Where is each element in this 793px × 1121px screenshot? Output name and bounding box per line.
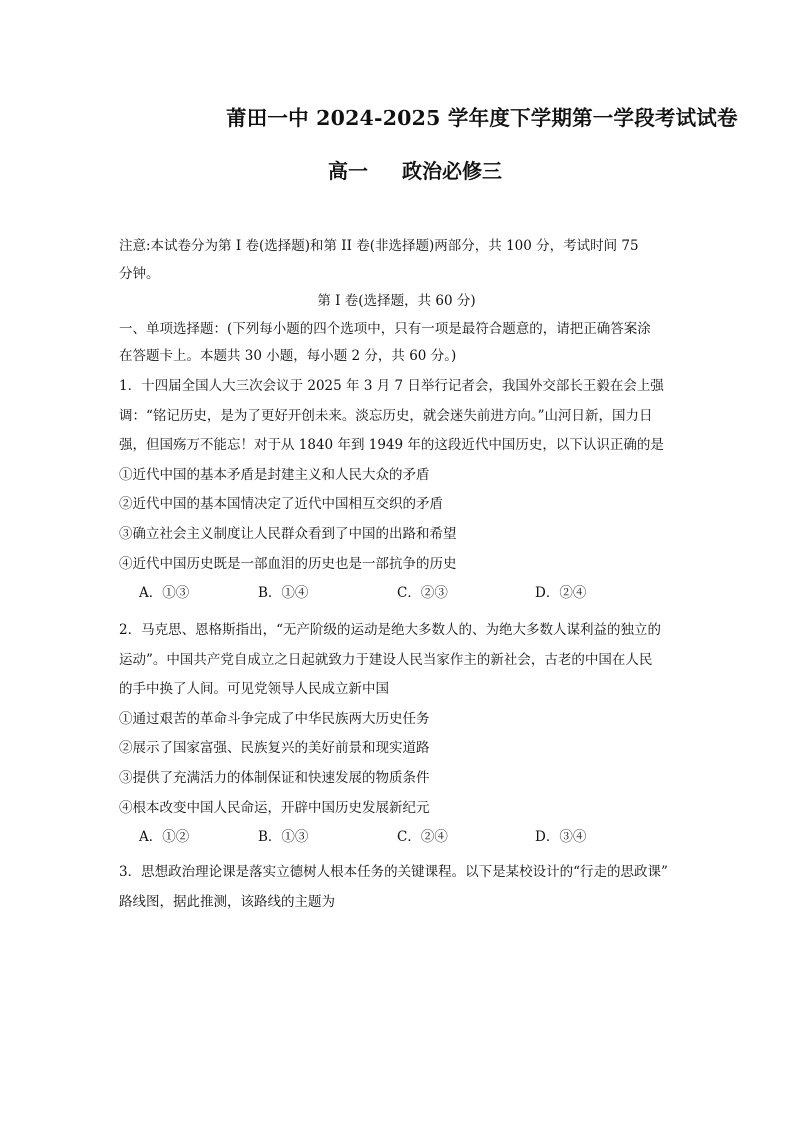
option-d: D．②④ (535, 585, 587, 602)
statement-item: ①近代中国的基本矛盾是封建主义和人民大众的矛盾 (119, 466, 430, 483)
answer-options (119, 579, 689, 609)
exam-note-line-1: 注意:本试卷分为第 I 卷(选择题)和第 II 卷(非选择题)两部分，共 100 分，考试时间 75 (119, 238, 639, 254)
option-d: D．③④ (535, 829, 587, 846)
answer-options (119, 823, 689, 853)
option-a: A．①② (139, 829, 190, 846)
exam-title: 莆田一中 2024-2025 学年度下学期第一学段考试试卷 (226, 106, 738, 130)
question-stem-line: 路线图，据此推测，该路线的主题为 (119, 893, 335, 910)
statement-item: ②近代中国的基本国情决定了近代中国相互交织的矛盾 (119, 496, 443, 513)
section-instructions-line-1: 一、单项选择题：(下列每小题的四个选项中，只有一项是最符合题意的，请把正确答案涂 (119, 321, 651, 337)
question-2 (119, 616, 689, 853)
option-c: C．②③ (397, 585, 448, 602)
section-heading: 第 I 卷(选择题，共 60 分) (317, 293, 476, 309)
option-b: B．①④ (258, 585, 309, 602)
statement-item: ③确立社会主义制度让人民群众看到了中国的出路和希望 (119, 525, 457, 542)
statement-item: ①通过艰苦的革命斗争完成了中华民族两大历史任务 (119, 710, 430, 727)
subject-label: 政治必修三 (402, 159, 502, 183)
option-c: C．②④ (397, 829, 448, 846)
statement-item: ④近代中国历史既是一部血泪的历史也是一部抗争的历史 (119, 555, 457, 572)
statement-item: ②展示了国家富强、民族复兴的美好前景和现实道路 (119, 740, 430, 757)
question-stem-line: 运动”。中国共产党自成立之日起就致力于建设人民当家作主的新社会，古老的中国在人民 (119, 651, 653, 668)
question-1 (119, 372, 689, 609)
question-3 (119, 858, 689, 917)
question-stem-line: 3．思想政治理论课是落实立德树人根本任务的关键课程。以下是某校设计的“行走的思政课” (119, 864, 668, 880)
section-instructions-line-2: 在答题卡上。本题共 30 小题，每小题 2 分，共 60 分。) (119, 348, 457, 364)
question-stem-line: 1．十四届全国人大三次会议于 2025 年 3 月 7 日举行记者会，我国外交部长王毅在会上强 (119, 378, 664, 394)
exam-note-line-2: 分钟。 (119, 266, 160, 282)
question-stem-line: 的手中换了人间。可见党领导人民成立新中国 (119, 681, 389, 698)
statement-item: ③提供了充满活力的体制保证和快速发展的物质条件 (119, 769, 430, 786)
option-b: B．①③ (258, 829, 309, 846)
exam-subtitle (328, 155, 502, 184)
statement-item: ④根本改变中国人民命运，开辟中国历史发展新纪元 (119, 799, 430, 816)
question-stem-line: 2．马克思、恩格斯指出，“无产阶级的运动是绝大多数人的、为绝大多数人谋利益的独立的 (119, 622, 661, 638)
question-stem-line: 调：“铭记历史，是为了更好开创未来。淡忘历史，就会迷失前进方向。”山河日新，国力日 (119, 407, 653, 424)
question-stem-line: 强，但国殇万不能忘！对于从 1840 年到 1949 年的这段近代中国历史，以下认识正确的是 (119, 437, 664, 454)
option-a: A．①③ (139, 585, 190, 602)
grade-label: 高一 (328, 159, 368, 183)
